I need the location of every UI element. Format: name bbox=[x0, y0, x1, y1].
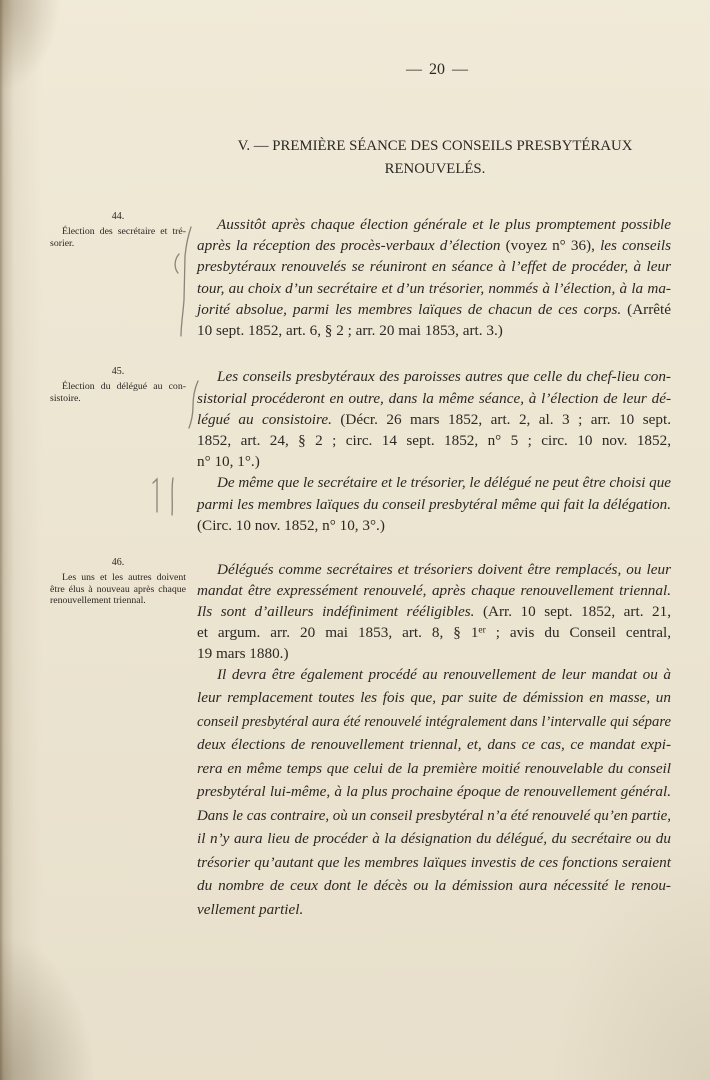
text-line bbox=[197, 278, 671, 299]
roman-text: n° 10, 1°.) bbox=[197, 453, 260, 471]
text-line-content bbox=[197, 409, 671, 430]
italic-text: Il devra être également procédé au renouvellement de leur mandat ou à bbox=[217, 665, 671, 683]
roman-text: (voyez n° 36), bbox=[505, 237, 601, 255]
article-number: 46. bbox=[111, 557, 125, 568]
text-line bbox=[197, 710, 671, 734]
text-line bbox=[197, 827, 671, 851]
italic-text: vellement partiel. bbox=[197, 900, 304, 918]
italic-text: tour, au choix d’un secrétaire et d’un trésorier, nommés à l’élection, à la ma- bbox=[197, 279, 671, 297]
text-line bbox=[197, 780, 671, 804]
paragraph bbox=[197, 559, 671, 665]
text-line-content bbox=[197, 320, 503, 341]
margin-note-line bbox=[50, 584, 186, 596]
margin-note bbox=[50, 572, 186, 607]
margin-note-text: Les uns et les autres doivent bbox=[62, 572, 186, 583]
text-line-content bbox=[197, 235, 671, 256]
text-line bbox=[197, 256, 671, 277]
text-line bbox=[197, 757, 671, 781]
margin-note-block bbox=[50, 211, 186, 249]
margin-note-text: sorier. bbox=[50, 237, 75, 249]
text-line bbox=[197, 663, 671, 687]
text-line-content bbox=[197, 780, 671, 804]
text-line bbox=[197, 235, 671, 256]
margin-note-text: renouvellement triennal. bbox=[50, 595, 146, 607]
roman-text: (Arrêté bbox=[627, 300, 671, 318]
text-line-content bbox=[197, 686, 671, 710]
margin-note bbox=[50, 226, 186, 249]
italic-text: jorité absolue, parmi les membres laïques de chacun de ces corps. bbox=[197, 300, 628, 318]
section-heading bbox=[200, 135, 670, 181]
text-line-content bbox=[197, 898, 303, 922]
roman-text: 1852, art. 24, § 2 ; circ. 14 sept. 1852, n° 5 ; circ. 10 nov. 1852, bbox=[197, 432, 671, 449]
article-number: 44. bbox=[111, 211, 125, 222]
text-line-content bbox=[217, 472, 671, 493]
italic-text: Aussitôt après chaque élection générale et le plus promptement possible bbox=[217, 216, 671, 233]
pencil-stroke bbox=[153, 479, 157, 512]
paragraph bbox=[197, 214, 671, 341]
italic-text: parmi les membres laïques du conseil presbytéral même qui fait la délégation. bbox=[197, 495, 671, 513]
article-body bbox=[197, 366, 671, 536]
margin-note-block bbox=[50, 366, 186, 404]
text-line bbox=[197, 299, 671, 320]
roman-text: 19 mars 1880.) bbox=[197, 645, 289, 663]
roman-text: (Arr. 10 sept. 1852, art. 21, bbox=[482, 602, 671, 620]
margin-note-text: Élection du délégué au con- bbox=[62, 381, 186, 392]
article-body bbox=[197, 559, 671, 922]
text-line-content bbox=[217, 366, 671, 387]
text-line bbox=[197, 851, 671, 875]
section-heading-line: RENOUVELÉS. bbox=[384, 161, 486, 177]
roman-text: 10 sept. 1852, art. 6, § 2 ; arr. 20 mai 1853, art. 3.) bbox=[197, 322, 503, 340]
paragraph bbox=[197, 472, 671, 536]
text-line bbox=[197, 494, 671, 515]
margin-note-line bbox=[50, 381, 186, 393]
text-line-content bbox=[197, 804, 671, 828]
text-line-content bbox=[197, 515, 385, 536]
article-body bbox=[197, 214, 671, 341]
paragraph bbox=[197, 663, 671, 922]
text-line bbox=[197, 601, 671, 622]
paragraph bbox=[197, 366, 671, 472]
italic-text: rera en même temps que celui de la première moitié renouvelable du conseil bbox=[197, 759, 671, 777]
text-line bbox=[197, 733, 671, 757]
italic-text: légué au consistoire. bbox=[197, 410, 341, 428]
text-line-content bbox=[197, 278, 671, 299]
margin-note-line bbox=[50, 238, 186, 250]
text-line-content bbox=[197, 430, 671, 451]
italic-text: après la réception des procès-verbaux d’élection bbox=[197, 237, 506, 255]
text-line-content bbox=[197, 580, 671, 601]
margin-note-text: être élus à nouveau après chaque bbox=[50, 583, 186, 595]
margin-note-text: Élection des secrétaire et tré- bbox=[62, 226, 186, 237]
italic-text: Les conseils presbytéraux des paroisses autres que celle du chef-lieu con- bbox=[217, 368, 671, 386]
italic-text: trésorier qu’autant que les membres laïques investis de ces fonctions seraient bbox=[197, 853, 671, 871]
text-line bbox=[197, 430, 671, 451]
roman-text: ; avis du Conseil central, bbox=[485, 624, 672, 642]
text-line-content bbox=[197, 874, 671, 898]
italic-text: sistorial procéderont en outre, dans la même séance, à l’élection de leur dé- bbox=[197, 389, 671, 407]
text-line bbox=[197, 898, 671, 922]
margin-note-line bbox=[50, 595, 186, 607]
italic-text: il n’y aura lieu de procéder à la désignation du délégué, du secrétaire ou du bbox=[197, 830, 671, 848]
text-line bbox=[197, 874, 671, 898]
superscript-text: er bbox=[478, 625, 486, 636]
margin-note bbox=[50, 381, 186, 404]
text-line-content bbox=[197, 733, 671, 757]
italic-text: presbytéral lui-même, à la plus prochaine époque de renouvellement général. bbox=[197, 783, 671, 801]
text-line-content bbox=[197, 451, 260, 472]
page-number: — 20 — bbox=[406, 61, 468, 78]
text-line bbox=[197, 515, 671, 536]
margin-note-text: sistoire. bbox=[50, 392, 81, 404]
margin-note-line bbox=[50, 572, 186, 584]
pencil-stroke bbox=[172, 478, 173, 515]
text-line bbox=[197, 366, 671, 387]
italic-text: De même que le secrétaire et le trésorier, le délégué ne peut être choisi que bbox=[217, 474, 671, 492]
roman-text: et argum. arr. 20 mai 1853, art. 8, § 1 bbox=[197, 624, 479, 642]
section-heading-line: V. — PREMIÈRE SÉANCE DES CONSEILS PRESBYTÉRAUX bbox=[237, 138, 633, 154]
text-line bbox=[197, 388, 671, 409]
text-line-content bbox=[217, 559, 671, 580]
margin-note-block bbox=[50, 557, 186, 607]
text-line bbox=[197, 409, 671, 430]
italic-text: Dans le cas contraire, où un conseil presbytéral n’a été renouvelé qu’en partie, bbox=[197, 806, 671, 824]
text-line-content bbox=[197, 256, 671, 277]
italic-text: deux élections de renouvellement triennal, et, dans ce cas, ce mandat expi- bbox=[197, 736, 671, 754]
italic-text: du nombre de ceux dont le décès ou la démission aura nécessité le renou- bbox=[197, 877, 671, 895]
text-line-content bbox=[217, 663, 671, 687]
text-line-content bbox=[197, 388, 671, 409]
roman-text: (Circ. 10 nov. 1852, n° 10, 3°.) bbox=[197, 516, 385, 534]
text-line bbox=[197, 472, 671, 493]
text-line-content bbox=[197, 827, 671, 851]
text-line-content bbox=[197, 710, 671, 734]
margin-note-line bbox=[50, 393, 186, 405]
text-line bbox=[197, 214, 671, 235]
text-line bbox=[197, 320, 671, 341]
italic-text: Ils sont d’ailleurs indéfiniment rééligibles. bbox=[197, 602, 483, 620]
text-line bbox=[197, 451, 671, 472]
text-line bbox=[197, 622, 671, 643]
margin-note-line bbox=[50, 226, 186, 238]
italic-text: mandat être expressément renouvelé, après chaque renouvellement triennal. bbox=[197, 581, 671, 599]
italic-text: conseil presbytéral aura été renouvelé intégralement dans l’intervalle qui sépare bbox=[197, 712, 671, 730]
text-line-content bbox=[197, 757, 671, 781]
pencil-bracket bbox=[175, 254, 179, 273]
roman-text: (Décr. 26 mars 1852, art. 2, al. 3 ; arr. 10 sept. bbox=[340, 410, 671, 428]
text-line-content bbox=[197, 601, 671, 622]
text-line-content bbox=[217, 214, 671, 235]
text-line-content bbox=[197, 622, 671, 643]
text-line bbox=[197, 686, 671, 710]
text-line-content bbox=[197, 494, 671, 515]
text-line-content bbox=[197, 851, 671, 875]
italic-text: leur remplacement toutes les fois que, par suite de démission en masse, un bbox=[197, 689, 671, 707]
text-line bbox=[197, 580, 671, 601]
text-line bbox=[197, 643, 671, 664]
text-line bbox=[197, 804, 671, 828]
text-line-content bbox=[197, 643, 289, 664]
italic-text: les conseils bbox=[600, 237, 672, 255]
italic-text: presbytéraux renouvelés se réuniront en séance à l’effet de procéder, à leur bbox=[197, 258, 671, 276]
text-line-content bbox=[197, 299, 671, 320]
article-number: 45. bbox=[111, 366, 125, 377]
italic-text: Délégués comme secrétaires et trésoriers doivent être remplacés, ou leur bbox=[217, 560, 671, 578]
text-line bbox=[197, 559, 671, 580]
